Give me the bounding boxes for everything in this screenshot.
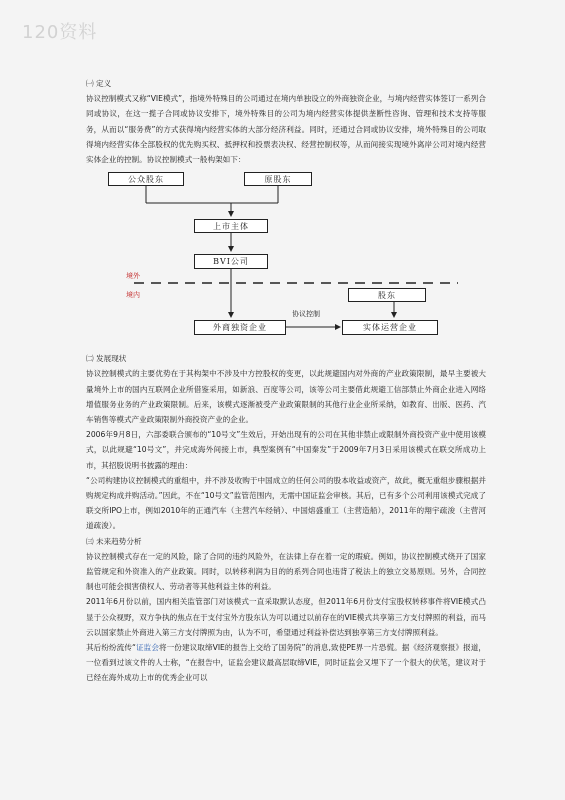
domestic-label: 境内 [126,291,140,300]
vie-structure-diagram [86,169,486,347]
agreement-control-label: 协议控制 [292,310,320,319]
operating-entity-box: 实体运营企业 [342,320,438,335]
overseas-label: 境外 [126,272,140,281]
public-shareholders-box: 公众股东 [108,172,184,186]
section-heading-trend: ㈢ 未来趋势分析 [86,536,142,546]
trend-paragraph-3-rest: 将一份建议取缔VIE的报告上交给了国务院”的消息,致使PE界一片恐慌。据《经济观察报》报道，一位看到过该文件的人士称，“在报告中，证监会建议最高层取缔VIE，同时证监会又埋下了一个很大的伏笔，建议对于已经在海外成功上市的优秀企业可以 [86,643,487,683]
section-heading-status: ㈡ 发展现状 [86,354,127,364]
definition-paragraph: 协议控制模式又称“VIE模式”，指境外特殊目的公司通过在境内单独设立的外商独资企业，与境内经营实体签订一系列合同或协议，在这一揽子合同或协议安排下，境外特殊目的公司为境内经营实体提供垄断性咨询、管理和技术支持等服务，从而以“服务费”的方式获得境内经营实体的大部分经济利益。同时，还通过合同或协议安排，境外特殊目的公司取得境内经营实体全部股权的优先购买权、抵押权和投票表决权、经营控制权等，从而间接实现境外离岸公司对境内经营实体企业的控制。协议控制模式一般构架如下： [86,94,486,165]
csrc-link[interactable]: 证监会 [135,643,159,653]
shareholders-box: 股东 [348,288,426,302]
bvi-company-box: BVI公司 [194,254,268,269]
document-page [86,76,486,686]
trend-paragraph-3 [86,640,486,686]
status-paragraph-1: 协议控制模式的主要优势在于其构架中不涉及中方控股权的变更，以此规避国内对外商的产业政策限制，最早主要被大量境外上市的国内互联网企业所借鉴采用，如新浪、百度等公司，该等公司主要借此规避工信部禁止外商企业进入网络增值服务业务的产业政策限制。后来，该模式逐渐被受产业政策限制的其他行业企业所采纳，如教育、出版、医药、汽车销售等模式产业政策限制外商投资产业的企业。 [86,369,486,425]
trend-paragraph-2: 2011年6月份以前，国内相关监管部门对该模式一直采取默认态度，但2011年6月份支付宝股权转移事件将VIE模式凸显于公众视野，双方争执的焦点在于支付宝外方股东认为可以通过以前存在的VIE模式共享第三方支付牌照的利益，而马云以国家禁止外商进入第三方支付牌照为由，认为不可，希望通过利益补偿达到独享第三方支付牌照利益。 [86,597,486,637]
wfoe-box: 外商独资企业 [194,320,286,335]
status-paragraph-2a: 2006年9月8日，六部委联合颁布的“10号文”生效后，开始出现有的公司在其他非禁止或限制外商投资产业中使用该模式，以此规避“10号文”，并完成海外间接上市，典型案例有“中国秦发”于2009年7月3日采用该模式在联交所成功上市，其招股说明书披露的理由： [86,430,486,470]
original-shareholders-box: 原股东 [244,172,312,186]
trend-paragraph-1: 协议控制模式存在一定的风险，除了合同的违约风险外，在法律上存在着一定的瑕疵。例如，协议控制模式绕开了国家监管规定和外资准入的产业政策。同时，以转移利润为目的的系列合同也违背了税法上的独立交易原则。另外，合同控制也可能会损害债权人、劳动者等其他利益主体的利益。 [86,551,486,592]
trend-paragraph-3-start: 其后纷纷流传“ [86,643,136,653]
section-heading-definition: ㈠ 定义 [86,79,112,88]
watermark-logo: 120资料 [22,22,98,43]
listed-entity-box: 上市主体 [194,219,268,233]
status-paragraph-2b: “公司构建协议控制模式的重组中，并不涉及收购于中国成立的任何公司的股本收益或资产，故此，概无重组步骤根据并购规定构成并购活动。”因此，不在“10号文”监管范围内，无需中国证监会审核。其后，已有多个公司利用该模式完成了联交所IPO上市，例如2010年的正通汽车（主营汽车经销）、中国熔盛重工（主营造船），2011年的翔宇疏浚（主营河道疏浚）。 [86,475,486,531]
